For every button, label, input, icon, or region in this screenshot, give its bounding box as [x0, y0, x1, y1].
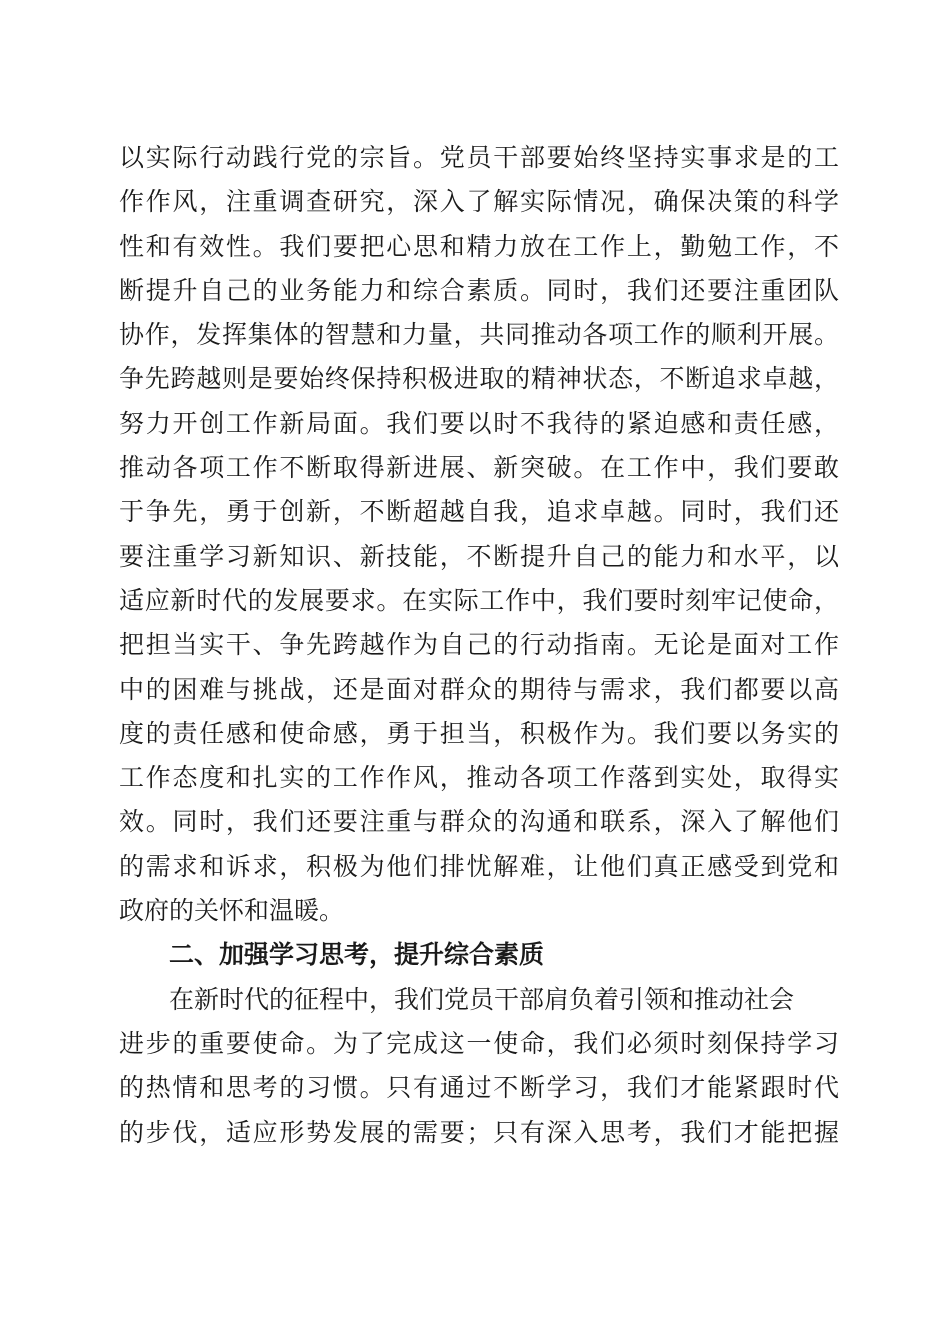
text-line: 效。同时，我们还要注重与群众的沟通和联系，深入了解他们 [119, 807, 839, 837]
text-line: 争先跨越则是要始终保持积极进取的精神状态，不断追求卓越， [119, 364, 839, 394]
text-line: 努力开创工作新局面。我们要以时不我待的紧迫感和责任感， [119, 408, 839, 438]
text-line: 的步伐，适应形势发展的需要；只有深入思考，我们才能把握 [119, 1117, 839, 1147]
text-line: 进步的重要使命。为了完成这一使命，我们必须时刻保持学习 [119, 1028, 839, 1058]
text-line: 度的责任感和使命感，勇于担当，积极作为。我们要以务实的 [119, 718, 839, 748]
section-heading: 二、加强学习思考，提升综合素质 [169, 940, 545, 970]
paragraph-last-line: 政府的关怀和温暖。 [119, 896, 345, 926]
text-line: 推动各项工作不断取得新进展、新突破。在工作中，我们要敢 [119, 453, 839, 483]
document-body [119, 136, 839, 1155]
text-line: 以实际行动践行党的宗旨。党员干部要始终坚持实事求是的工 [119, 143, 839, 172]
paragraph-first-line: 在新时代的征程中，我们党员干部肩负着引领和推动社会 [169, 984, 795, 1014]
text-line: 适应新时代的发展要求。在实际工作中，我们要时刻牢记使命， [119, 585, 839, 615]
text-line: 协作，发挥集体的智慧和力量，共同推动各项工作的顺利开展。 [119, 320, 839, 350]
text-line: 把担当实干、争先跨越作为自己的行动指南。无论是面对工作 [119, 630, 839, 660]
text-line: 性和有效性。我们要把心思和精力放在工作上，勤勉工作，不 [119, 231, 839, 261]
text-line: 于争先，勇于创新，不断超越自我，追求卓越。同时，我们还 [119, 497, 839, 527]
text-line: 的热情和思考的习惯。只有通过不断学习，我们才能紧跟时代 [119, 1073, 839, 1103]
text-line: 断提升自己的业务能力和综合素质。同时，我们还要注重团队 [119, 275, 839, 305]
text-line: 作作风，注重调查研究，深入了解实际情况，确保决策的科学 [119, 187, 839, 217]
text-line: 的需求和诉求，积极为他们排忧解难，让他们真正感受到党和 [119, 851, 839, 881]
text-line: 要注重学习新知识、新技能，不断提升自己的能力和水平，以 [119, 541, 839, 571]
text-line: 工作态度和扎实的工作作风，推动各项工作落到实处，取得实 [119, 763, 839, 793]
text-line: 中的困难与挑战，还是面对群众的期待与需求，我们都要以高 [119, 674, 839, 704]
